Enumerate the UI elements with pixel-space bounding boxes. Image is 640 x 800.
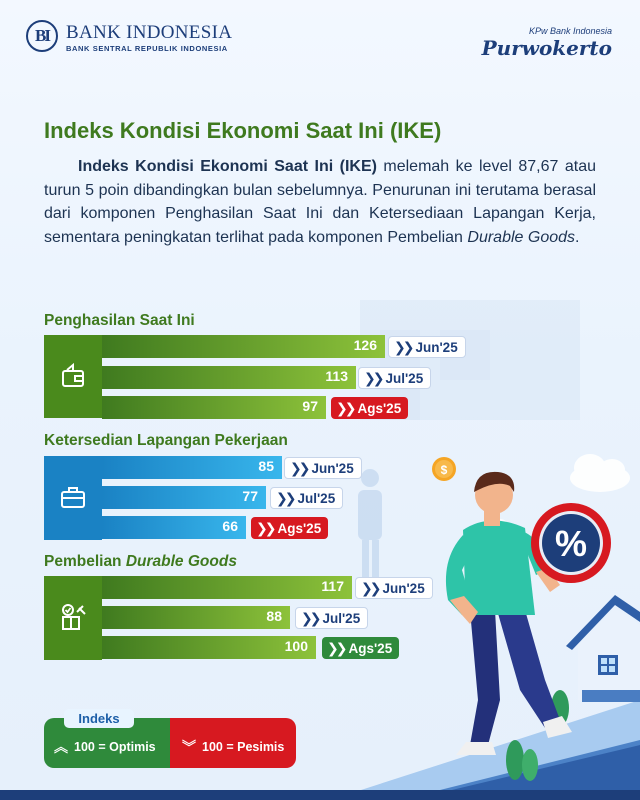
tag-label: Jul'25 <box>297 490 336 506</box>
cloud-icon <box>570 454 630 492</box>
legend-pesimis-text: 100 = Pesimis <box>202 740 285 754</box>
bar-durable-ags <box>102 636 316 659</box>
bar-lapangan-ags <box>102 516 246 539</box>
description-text: melemah ke level 87,67 atau turun 5 poin dibandingkan bulan sebelumnya. Penurunan ini terutama berasal dari komponen Penghasilan Saat Ini dan Ketersediaan Lapangan Kerja, sementara peningkatan terlihat pada komponen Pembelian <box>44 158 596 246</box>
bank-indonesia-logo-icon: BI <box>26 20 58 52</box>
description-end: . <box>575 228 580 246</box>
description-bold: Indeks Kondisi Ekonomi Saat Ini (IKE) <box>78 158 377 175</box>
chevron-down-icon: ❯❯ <box>336 399 354 416</box>
tag-ags <box>322 637 399 659</box>
bar-value: 66 <box>222 518 238 534</box>
bar-durable-jul <box>102 606 290 629</box>
section-icon-box <box>44 335 102 418</box>
legend-title: Indeks <box>64 709 134 728</box>
bar-penghasilan-jul <box>102 366 356 389</box>
tag-label: Jun'25 <box>382 580 425 596</box>
bar-durable-jun <box>102 576 352 599</box>
tag-label: Jul'25 <box>385 370 424 386</box>
svg-text:$: $ <box>440 463 448 477</box>
legend-pesimis <box>170 718 296 768</box>
coin-icon <box>432 457 456 481</box>
bar-value: 77 <box>242 488 258 504</box>
tag-label: Ags'25 <box>357 400 402 416</box>
section-title-italic: Durable Goods <box>125 553 237 570</box>
percent-icon <box>531 503 611 583</box>
chevron-right-icon: ❯❯ <box>364 369 382 386</box>
bar-value: 85 <box>258 458 274 474</box>
tag-label: Jun'25 <box>415 339 458 355</box>
section-title-text: Ketersedian Lapangan Pekerjaan <box>44 432 288 449</box>
bar-lapangan-jun <box>102 456 282 479</box>
section-title-text: Penghasilan Saat Ini <box>44 312 195 329</box>
bar-penghasilan-ags <box>102 396 326 419</box>
bar-value: 126 <box>353 337 377 353</box>
tag-label: Ags'25 <box>348 640 393 656</box>
bar-value: 88 <box>266 608 282 624</box>
bottom-strip <box>0 790 640 800</box>
tag-jul <box>358 367 431 389</box>
tag-jun <box>355 577 433 599</box>
bar-penghasilan-jun <box>102 335 385 358</box>
legend-optimis-text: 100 = Optimis <box>74 740 156 754</box>
description <box>44 155 596 249</box>
bank-name: BANK INDONESIA <box>66 22 233 43</box>
tag-label: Ags'25 <box>277 520 322 536</box>
section-icon-box <box>44 456 102 540</box>
kpw-label: KPw Bank Indonesia <box>528 26 612 36</box>
chevron-right-icon: ❯❯ <box>276 489 294 506</box>
shopping-icon <box>57 602 89 634</box>
section-icon-box <box>44 576 102 660</box>
bank-subtitle: BANK SENTRAL REPUBLIK INDONESIA <box>66 44 228 53</box>
tag-ags <box>331 397 408 419</box>
bar-value: 100 <box>284 638 308 654</box>
tag-jul <box>270 487 343 509</box>
section-title-durable <box>44 553 237 571</box>
bar-value: 117 <box>321 578 344 594</box>
bar-value: 97 <box>302 398 318 414</box>
bar-lapangan-jul <box>102 486 266 509</box>
background-person <box>358 469 382 585</box>
briefcase-icon <box>58 483 88 513</box>
house-icon <box>566 595 640 702</box>
bar-value: 113 <box>325 368 348 384</box>
wallet-icon <box>58 362 88 392</box>
kpw-city: Purwokerto <box>481 36 612 60</box>
svg-text:%: % <box>554 523 588 564</box>
description-italic: Durable Goods <box>467 228 576 246</box>
chevron-up-icon: ❯❯ <box>327 639 345 656</box>
chevron-right-icon: ❯❯ <box>290 459 308 476</box>
section-title-text: Pembelian <box>44 553 126 570</box>
chevron-down-icon: ︾ <box>182 739 196 755</box>
chevron-up-icon: ︽ <box>54 739 68 755</box>
chevron-right-icon: ❯❯ <box>301 609 319 626</box>
tag-label: Jul'25 <box>322 610 361 626</box>
tag-jun <box>284 457 362 479</box>
chevron-right-icon: ❯❯ <box>394 338 412 355</box>
tag-label: Jun'25 <box>311 460 354 476</box>
tag-jul <box>295 607 368 629</box>
tag-jun <box>388 336 466 358</box>
tag-ags <box>251 517 328 539</box>
chevron-right-icon: ❯❯ <box>361 579 379 596</box>
chevron-down-icon: ❯❯ <box>256 519 274 536</box>
section-title-penghasilan <box>44 312 195 330</box>
section-title-lapangan <box>44 432 288 450</box>
page-title: Indeks Kondisi Ekonomi Saat Ini (IKE) <box>44 118 442 143</box>
